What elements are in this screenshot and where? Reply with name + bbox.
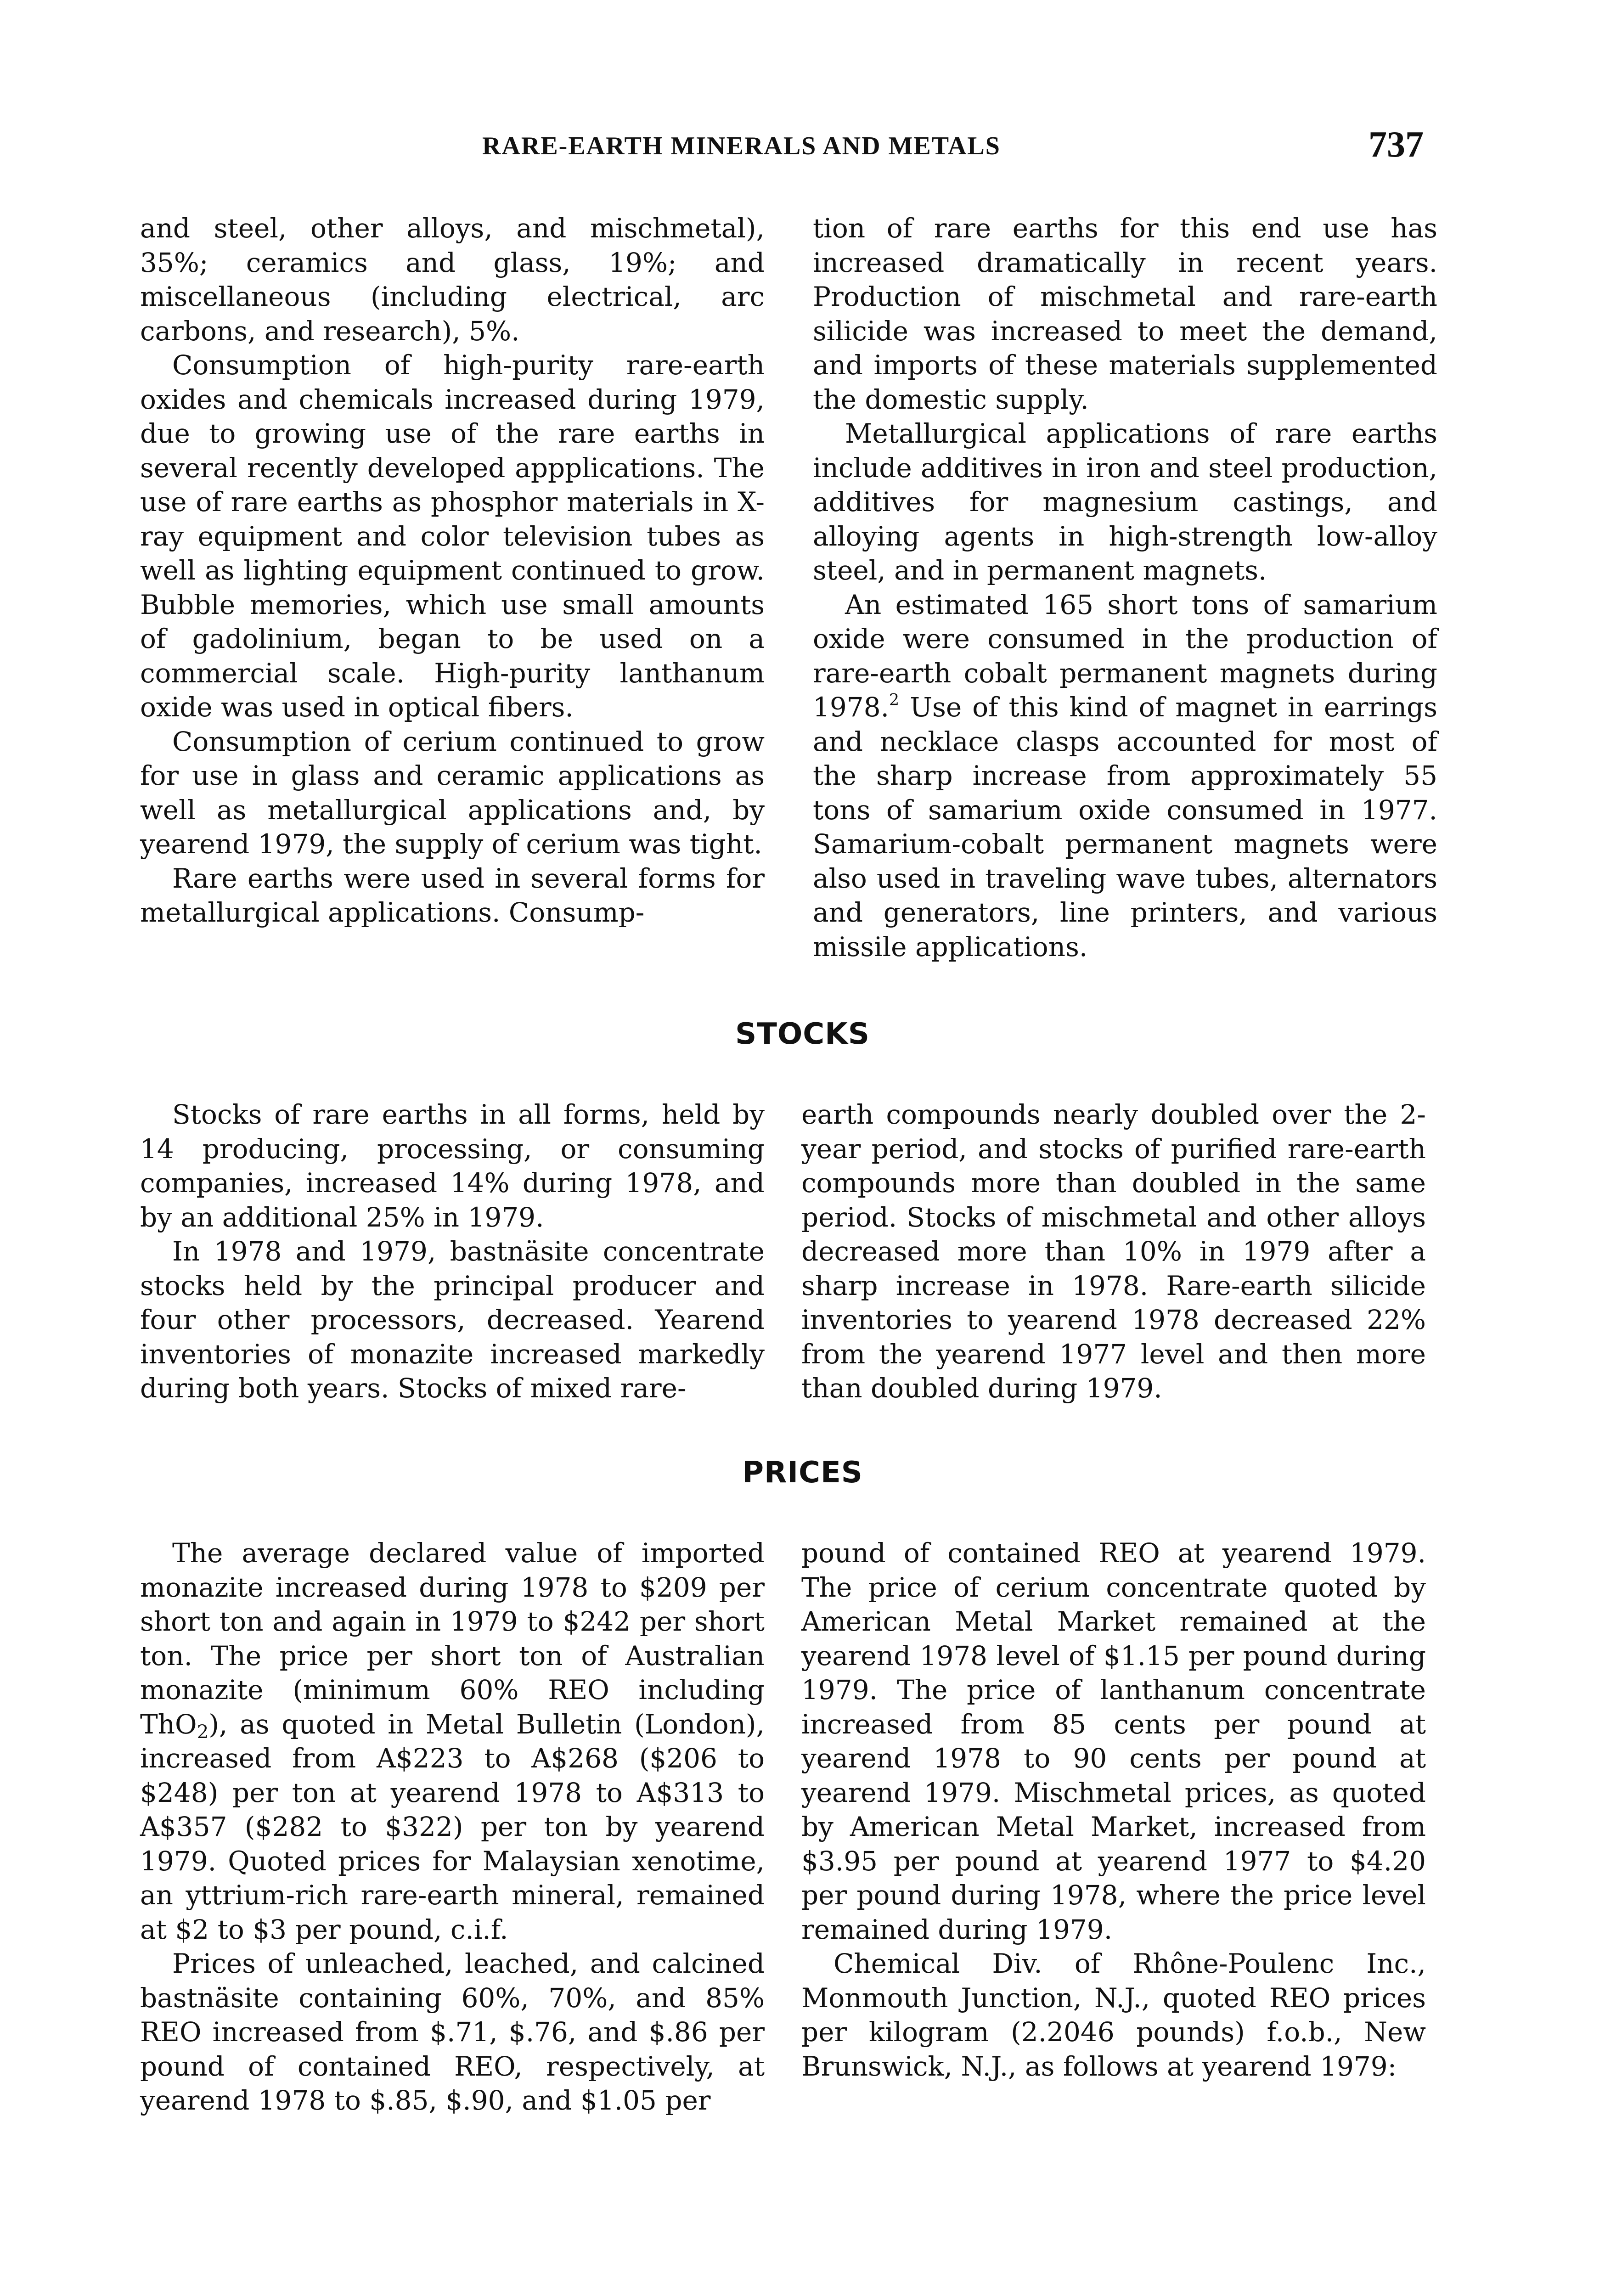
prices-right-column <box>801 1536 1426 2083</box>
section-heading-prices: PRICES <box>742 1456 863 1490</box>
top-left-column <box>140 211 765 930</box>
paragraph: Chemical Div. of Rhône-Poulenc Inc., Monmouth Junction, N.J., quoted REO prices per kilogram (2.2046 pounds) f.o.b., New Brunswick, N.J., as follows at yearend 1979: <box>801 1948 1426 2082</box>
text-run: An estimated 165 short tons of samarium oxide were consumed in the production of rare-earth cobalt permanent magnets during 1978. <box>813 589 1437 723</box>
paragraph: Consumption of cerium continued to grow for use in glass and ceramic applications as well as metallurgical applications and, by yearend 1979, the supply of cerium was tight. <box>140 726 765 860</box>
section-heading-stocks: STOCKS <box>735 1017 870 1051</box>
text-run: Use of this kind of magnet in earrings and necklace clasps accounted for most of the sharp increase from approximately 55 tons of samarium oxide consumed in 1977. Samarium-cobalt permanent magnets were also used in traveling wave tubes, alternators and generators, line printers, and various missile applications. <box>813 692 1437 962</box>
subscript: 2 <box>197 1720 209 1743</box>
prices-left-column <box>140 1536 765 2118</box>
paragraph <box>140 1536 765 1947</box>
paragraph: Rare earths were used in several forms for metallurgical applications. Consump- <box>140 862 765 928</box>
paragraph: pound of contained REO at yearend 1979. The price of cerium concentrate quoted by American Metal Market remained at the yearend 1978 level of $1.15 per pound during 1979. The price of lanthanum concentrate increased from 85 cents per pound at yearend 1978 to 90 cents per pound at yearend 1979. Mischmetal prices, as quoted by American Metal Market, increased from $3.95 per pound at yearend 1977 to $4.20 per pound during 1978, where the price level remained during 1979. <box>801 1537 1426 1945</box>
paragraph: In 1978 and 1979, bastnäsite concentrate stocks held by the principal producer and four other processors, decreased. Yearend inventories of monazite increased markedly during both years. Stocks of mixed rare- <box>140 1236 765 1404</box>
stocks-left-column <box>140 1097 765 1406</box>
paragraph: and steel, other alloys, and mischmetal), 35%; ceramics and glass, 19%; and miscellaneous (including electrical, arc carbons, and research), 5%. <box>140 213 765 347</box>
stocks-right-column <box>801 1097 1426 1406</box>
paragraph: Stocks of rare earths in all forms, held by 14 producing, processing, or consuming companies, increased 14% during 1978, and by an additional 25% in 1979. <box>140 1099 765 1233</box>
text-run: ), as quoted in Metal Bulletin (London), increased from A$223 to A$268 ($206 to $248) per ton at yearend 1978 to A$313 to A$357 ($282 to $322) per ton by yearend 1979. Quoted prices for Malaysian xenotime, an yttrium-rich rare-earth mineral, remained at $2 to $3 per pound, c.i.f. <box>140 1708 765 1945</box>
paragraph: Consumption of high-purity rare-earth oxides and chemicals increased during 1979, due to growing use of the rare earths in several recently developed appplications. The use of rare earths as phosphor materials in X-ray equipment and color television tubes as well as lighting equipment continued to grow. Bubble memories, which use small amounts of gadolinium, began to be used on a commercial scale. High-purity lanthanum oxide was used in optical fibers. <box>140 349 765 723</box>
paragraph: Prices of unleached, leached, and calcined bastnäsite containing 60%, 70%, and 85% REO increased from $.71, $.76, and $.86 per pound of contained REO, respectively, at yearend 1978 to $.85, $.90, and $1.05 per <box>140 1948 765 2116</box>
running-header: RARE-EARTH MINERALS AND METALS <box>482 132 1001 160</box>
paragraph <box>813 588 1437 964</box>
footnote-reference: 2 <box>889 691 900 709</box>
text-run: The average declared value of imported monazite increased during 1978 to $209 per short ton and again in 1979 to $242 per short ton. The price per short ton of Australian monazite (minimum 60% REO including ThO <box>140 1537 765 1740</box>
paragraph: earth compounds nearly doubled over the 2-year period, and stocks of purified rare-earth compounds more than doubled in the same period. Stocks of mischmetal and other alloys decreased more than 10% in 1979 after a sharp increase in 1978. Rare-earth silicide inventories to yearend 1978 decreased 22% from the yearend 1977 level and then more than doubled during 1979. <box>801 1099 1426 1404</box>
paragraph: Metallurgical applications of rare earths include additives in iron and steel production, additives for magnesium castings, and alloying agents in high-strength low-alloy steel, and in permanent magnets. <box>813 418 1437 586</box>
top-right-column <box>813 211 1437 964</box>
paragraph: tion of rare earths for this end use has increased dramatically in recent years. Production of mischmetal and rare-earth silicide was increased to meet the demand, and imports of these materials supplemented the domestic supply. <box>813 213 1437 415</box>
page-number: 737 <box>1368 124 1424 165</box>
